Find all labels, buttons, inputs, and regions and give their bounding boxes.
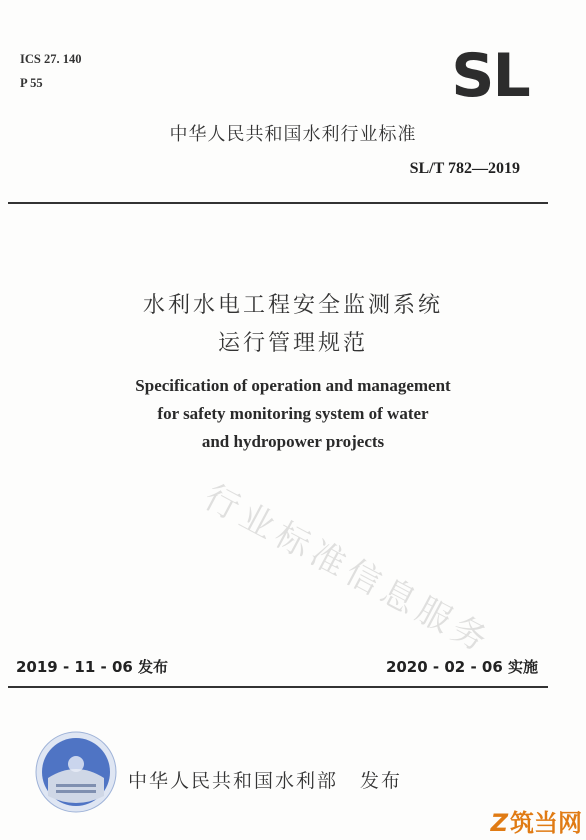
ics-code: ICS 27. 140 (20, 52, 82, 66)
top-divider (8, 202, 548, 204)
site-logo (491, 803, 582, 838)
standard-category: 中华人民共和国水利行业标准 (169, 124, 417, 145)
publisher-line (128, 766, 402, 793)
anti-counterfeit-seal-icon (34, 730, 118, 814)
site-logo-prefix: Z (490, 809, 508, 837)
classification-code: P 55 (20, 76, 43, 90)
title-en-line1: Specification of operation and management (135, 376, 451, 395)
title-cn-line2: 运行管理规范 (217, 331, 368, 356)
publish-verb: 发布 (360, 770, 403, 792)
publisher-name: 中华人民共和国水利部 (128, 770, 339, 792)
implementation-date: 2020 - 02 - 06 实施 (385, 658, 538, 676)
title-en-line2: for safety monitoring system of water (157, 404, 429, 423)
watermark: 行业标准信息服务 (197, 477, 499, 663)
site-logo-text: 筑当网 (510, 809, 582, 837)
title-en-line3: and hydropower projects (201, 432, 385, 451)
standard-number: SL/T 782—2019 (409, 160, 520, 177)
issue-date: 2019 - 11 - 06 发布 (16, 658, 169, 676)
bottom-divider (8, 686, 548, 688)
title-cn-line1: 水利水电工程安全监测系统 (142, 293, 443, 318)
sl-logo (440, 46, 540, 102)
sl-logo-text: SL (451, 46, 529, 102)
